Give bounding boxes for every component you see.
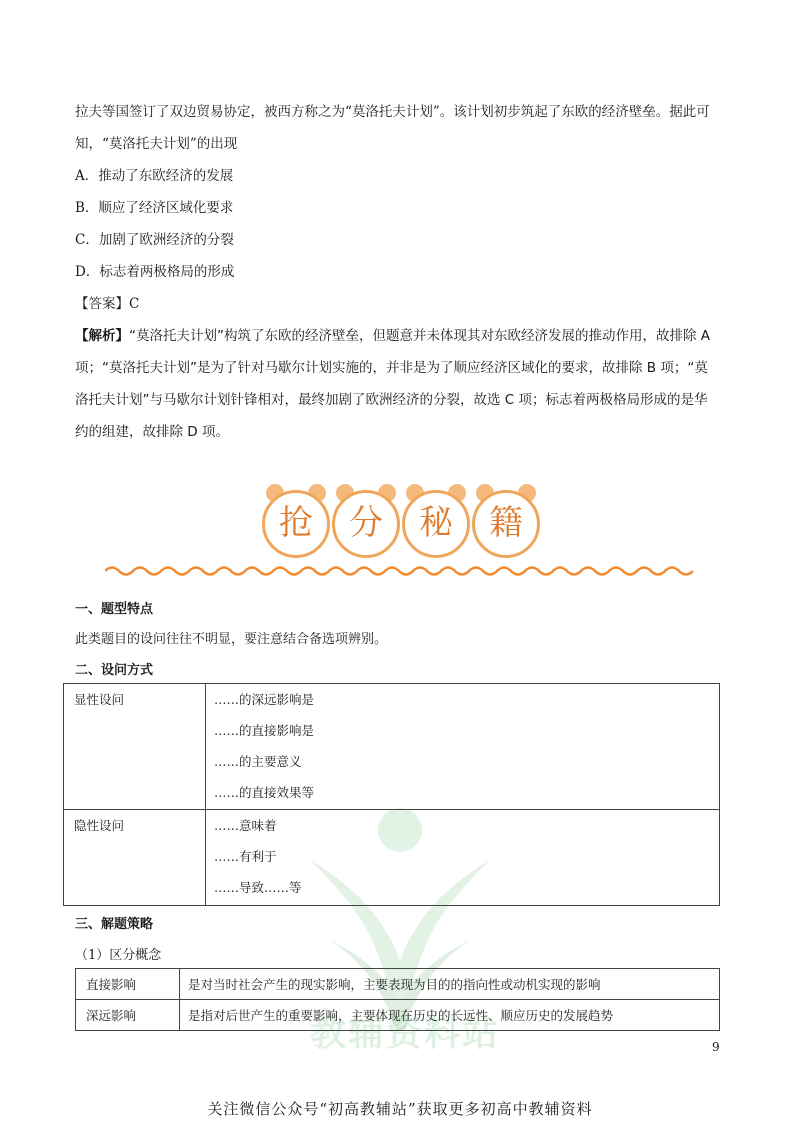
banner-char-1: 抢 [262, 490, 330, 558]
question-stem-line-2: 知，“莫洛托夫计划”的出现 [75, 136, 238, 152]
analysis-line-2: 项；“莫洛托夫计划”是为了针对马歇尔计划实施的，并非是为了顺应经济区域化的要求，故排除 B 项；“莫 [75, 360, 708, 376]
implicit-item-2: ……有利于 [214, 849, 277, 864]
analysis-label: 【解析】 [75, 328, 129, 344]
wave-divider [105, 564, 695, 578]
implicit-item-1: ……意味着 [214, 818, 277, 833]
analysis-line-4: 约的组建，故排除 D 项。 [75, 424, 229, 440]
row-label-implicit: 隐性设问 [74, 818, 125, 833]
table-row [76, 1000, 720, 1031]
option-b: B．顺应了经济区域化要求 [75, 200, 234, 216]
option-a: A．推动了东欧经济的发展 [75, 168, 234, 184]
table-row [76, 969, 720, 1000]
option-d: D．标志着两极格局的形成 [75, 264, 235, 280]
watermark-text: 教辅资料站 [309, 1013, 500, 1054]
option-c: C．加剧了欧洲经济的分裂 [75, 232, 234, 248]
section3-subtitle: （1）区分概念 [75, 948, 162, 963]
concept-definition-farreaching: 是指对后世产生的重要影响，主要体现在历史的长远性、顺应历史的发展趋势 [180, 1000, 720, 1031]
answer-row [75, 292, 139, 312]
row-label-explicit: 显性设问 [74, 692, 125, 707]
question-stem-line-1: 拉夫等国签订了双边贸易协定，被西方称之为“莫洛托夫计划”。该计划初步筑起了东欧的经济壁垒。据此可 [75, 104, 710, 120]
implicit-item-3: ……导致……等 [214, 880, 302, 895]
section1-text: 此类题目的设问往往不明显，要注意结合备选项辨别。 [75, 632, 388, 647]
table-cell-items [206, 810, 720, 906]
banner [258, 480, 548, 560]
table-cell-label [64, 684, 206, 810]
banner-char-3: 秘 [402, 490, 470, 558]
explicit-item-1: ……的深远影响是 [214, 692, 315, 707]
answer-label: 【答案】 [75, 296, 129, 312]
banner-char-2: 分 [332, 490, 400, 558]
section2-title: 二、设问方式 [75, 663, 154, 678]
analysis-line-1 [75, 324, 710, 344]
section1-title: 一、题型特点 [75, 602, 154, 617]
concept-definition-direct: 是对当时社会产生的现实影响，主要表现为目的的指向性或动机实现的影响 [180, 969, 720, 1000]
table-row [64, 684, 720, 810]
analysis-text-1: “莫洛托夫计划”构筑了东欧的经济壁垒，但题意并未体现其对东欧经济发展的推动作用，故排除 A [129, 328, 711, 344]
table-row [64, 810, 720, 906]
question-style-table [63, 683, 720, 906]
page-number: 9 [712, 1040, 720, 1054]
explicit-item-2: ……的直接影响是 [214, 723, 315, 738]
answer-value: C [129, 296, 140, 312]
section3-title: 三、解题策略 [75, 917, 154, 932]
concept-term-farreaching: 深远影响 [76, 1000, 180, 1031]
concept-table [75, 968, 720, 1031]
table-cell-label [64, 810, 206, 906]
analysis-line-3: 洛托夫计划”与马歇尔计划针锋相对，最终加剧了欧洲经济的分裂，故选 C 项；标志着两极格局形成的是华 [75, 392, 708, 408]
table-cell-items [206, 684, 720, 810]
concept-term-direct: 直接影响 [76, 969, 180, 1000]
footer-note: 关注微信公众号“初高教辅站”获取更多初高中教辅资料 [207, 1100, 593, 1118]
explicit-item-3: ……的主要意义 [214, 754, 302, 769]
banner-char-4: 籍 [472, 490, 540, 558]
explicit-item-4: ……的直接效果等 [214, 785, 315, 800]
